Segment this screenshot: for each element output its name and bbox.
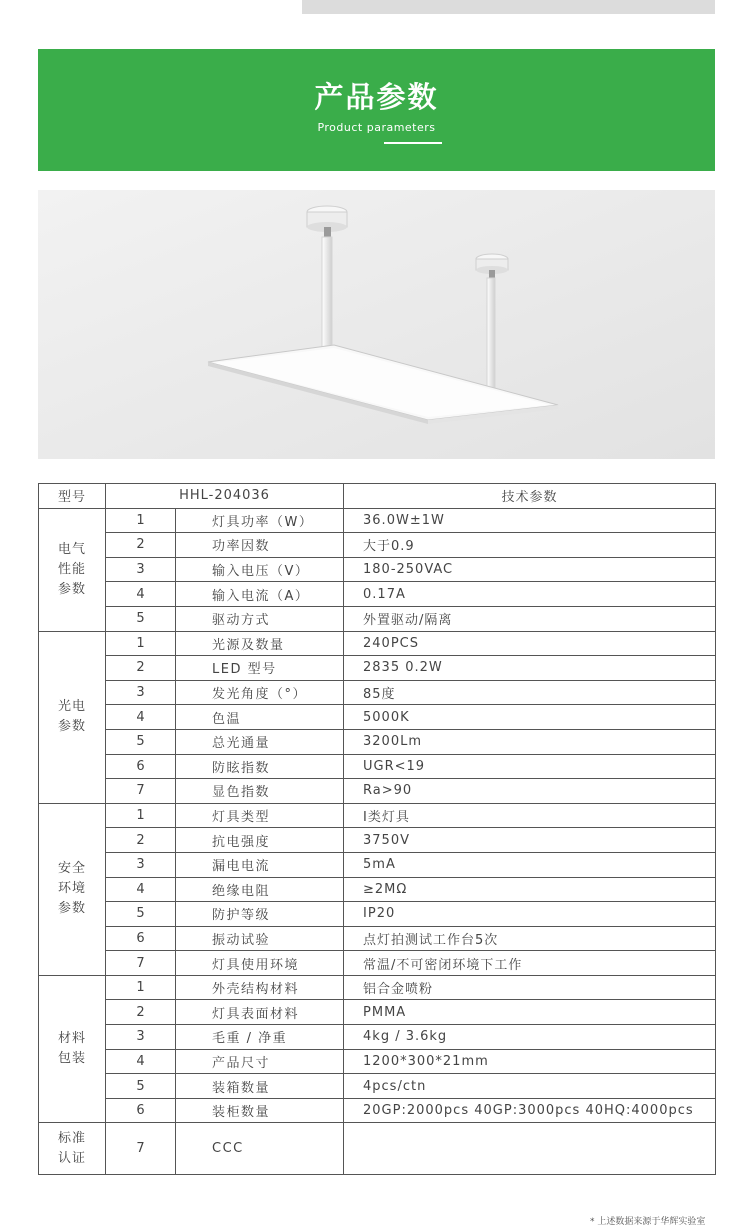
param-name: 输入电压（V） [176, 557, 344, 582]
row-index: 7 [106, 779, 176, 804]
params-label: 技术参数 [344, 484, 716, 509]
param-value: 外置驱动/隔离 [344, 606, 716, 631]
param-name: 发光角度（°） [176, 680, 344, 705]
row-index: 2 [106, 828, 176, 853]
param-value: 3750V [344, 828, 716, 853]
table-row [39, 803, 716, 828]
table-row [39, 631, 716, 656]
row-index: 3 [106, 557, 176, 582]
param-value [344, 1123, 716, 1175]
section-banner [38, 49, 715, 171]
table-row [39, 1025, 716, 1050]
table-row [39, 1123, 716, 1175]
table-row [39, 680, 716, 705]
top-divider-bar [302, 0, 715, 14]
param-name: 毛重 / 净重 [176, 1025, 344, 1050]
row-index: 1 [106, 803, 176, 828]
table-row [39, 533, 716, 558]
title-underline [384, 142, 442, 144]
param-value: PMMA [344, 1000, 716, 1025]
row-index: 6 [106, 926, 176, 951]
table-row [39, 729, 716, 754]
row-index: 7 [106, 1123, 176, 1175]
param-value: 1200*300*21mm [344, 1049, 716, 1074]
row-index: 4 [106, 1049, 176, 1074]
param-name: 总光通量 [176, 729, 344, 754]
param-value: 20GP:2000pcs 40GP:3000pcs 40HQ:4000pcs [344, 1098, 716, 1123]
section-subtitle: Product parameters [317, 121, 436, 134]
param-value: IP20 [344, 902, 716, 927]
param-value: ≥2MΩ [344, 877, 716, 902]
param-name: CCC [176, 1123, 344, 1175]
param-name: 装柜数量 [176, 1098, 344, 1123]
spec-table-body [39, 484, 716, 1175]
param-name: 功率因数 [176, 533, 344, 558]
param-name: 抗电强度 [176, 828, 344, 853]
row-index: 6 [106, 754, 176, 779]
param-name: 灯具使用环境 [176, 951, 344, 976]
param-value: 240PCS [344, 631, 716, 656]
row-index: 2 [106, 533, 176, 558]
param-name: 输入电流（A） [176, 582, 344, 607]
table-row [39, 508, 716, 533]
param-value: 3200Lm [344, 729, 716, 754]
table-row [39, 557, 716, 582]
row-index: 4 [106, 877, 176, 902]
param-name: 灯具表面材料 [176, 1000, 344, 1025]
group-label: 安全 环境 参数 [39, 803, 106, 975]
table-row [39, 828, 716, 853]
table-row [39, 951, 716, 976]
param-name: 显色指数 [176, 779, 344, 804]
group-label: 电气 性能 参数 [39, 508, 106, 631]
row-index: 3 [106, 680, 176, 705]
row-index: 3 [106, 1025, 176, 1050]
table-row [39, 582, 716, 607]
param-name: 绝缘电阻 [176, 877, 344, 902]
table-row [39, 926, 716, 951]
row-index: 6 [106, 1098, 176, 1123]
table-row [39, 1074, 716, 1099]
param-value: 36.0W±1W [344, 508, 716, 533]
row-index: 4 [106, 705, 176, 730]
param-name: LED 型号 [176, 656, 344, 681]
row-index: 2 [106, 1000, 176, 1025]
product-photo [38, 190, 715, 459]
param-name: 光源及数量 [176, 631, 344, 656]
param-name: 灯具功率（W） [176, 508, 344, 533]
table-row [39, 1098, 716, 1123]
table-row [39, 1049, 716, 1074]
param-name: 漏电电流 [176, 852, 344, 877]
row-index: 1 [106, 975, 176, 1000]
param-name: 产品尺寸 [176, 1049, 344, 1074]
param-name: 防眩指数 [176, 754, 344, 779]
footnote: * 上述数据来源于华辉实验室 [590, 1217, 706, 1227]
param-name: 装箱数量 [176, 1074, 344, 1099]
table-row [39, 877, 716, 902]
param-value: 常温/不可密闭环境下工作 [344, 951, 716, 976]
table-row [39, 606, 716, 631]
row-index: 5 [106, 729, 176, 754]
group-label: 材料 包装 [39, 975, 106, 1123]
group-label: 标准 认证 [39, 1123, 106, 1175]
table-row [39, 902, 716, 927]
row-index: 5 [106, 606, 176, 631]
pendant-panel-light-image [38, 190, 715, 459]
param-name: 驱动方式 [176, 606, 344, 631]
row-index: 5 [106, 902, 176, 927]
model-label: 型号 [39, 484, 106, 509]
param-value: 2835 0.2W [344, 656, 716, 681]
group-label: 光电 参数 [39, 631, 106, 803]
table-header-row [39, 484, 716, 509]
table-row [39, 754, 716, 779]
param-value: 4kg / 3.6kg [344, 1025, 716, 1050]
section-title: 产品参数 [314, 80, 439, 114]
table-row [39, 852, 716, 877]
spec-table [38, 483, 716, 1175]
row-index: 1 [106, 508, 176, 533]
param-value: 5000K [344, 705, 716, 730]
param-name: 色温 [176, 705, 344, 730]
table-row [39, 705, 716, 730]
row-index: 2 [106, 656, 176, 681]
param-name: 振动试验 [176, 926, 344, 951]
param-name: 灯具类型 [176, 803, 344, 828]
param-value: UGR<19 [344, 754, 716, 779]
param-value: 5mA [344, 852, 716, 877]
param-value: 180-250VAC [344, 557, 716, 582]
row-index: 5 [106, 1074, 176, 1099]
param-value: 大于0.9 [344, 533, 716, 558]
param-value: Ⅰ类灯具 [344, 803, 716, 828]
table-row [39, 779, 716, 804]
param-value: 点灯拍测试工作台5次 [344, 926, 716, 951]
param-value: Ra>90 [344, 779, 716, 804]
row-index: 4 [106, 582, 176, 607]
row-index: 3 [106, 852, 176, 877]
table-row [39, 975, 716, 1000]
row-index: 7 [106, 951, 176, 976]
table-row [39, 1000, 716, 1025]
param-value: 4pcs/ctn [344, 1074, 716, 1099]
model-value: HHL-204036 [106, 484, 344, 509]
param-name: 防护等级 [176, 902, 344, 927]
param-value: 85度 [344, 680, 716, 705]
param-value: 0.17A [344, 582, 716, 607]
row-index: 1 [106, 631, 176, 656]
param-name: 外壳结构材料 [176, 975, 344, 1000]
table-row [39, 656, 716, 681]
param-value: 铝合金喷粉 [344, 975, 716, 1000]
